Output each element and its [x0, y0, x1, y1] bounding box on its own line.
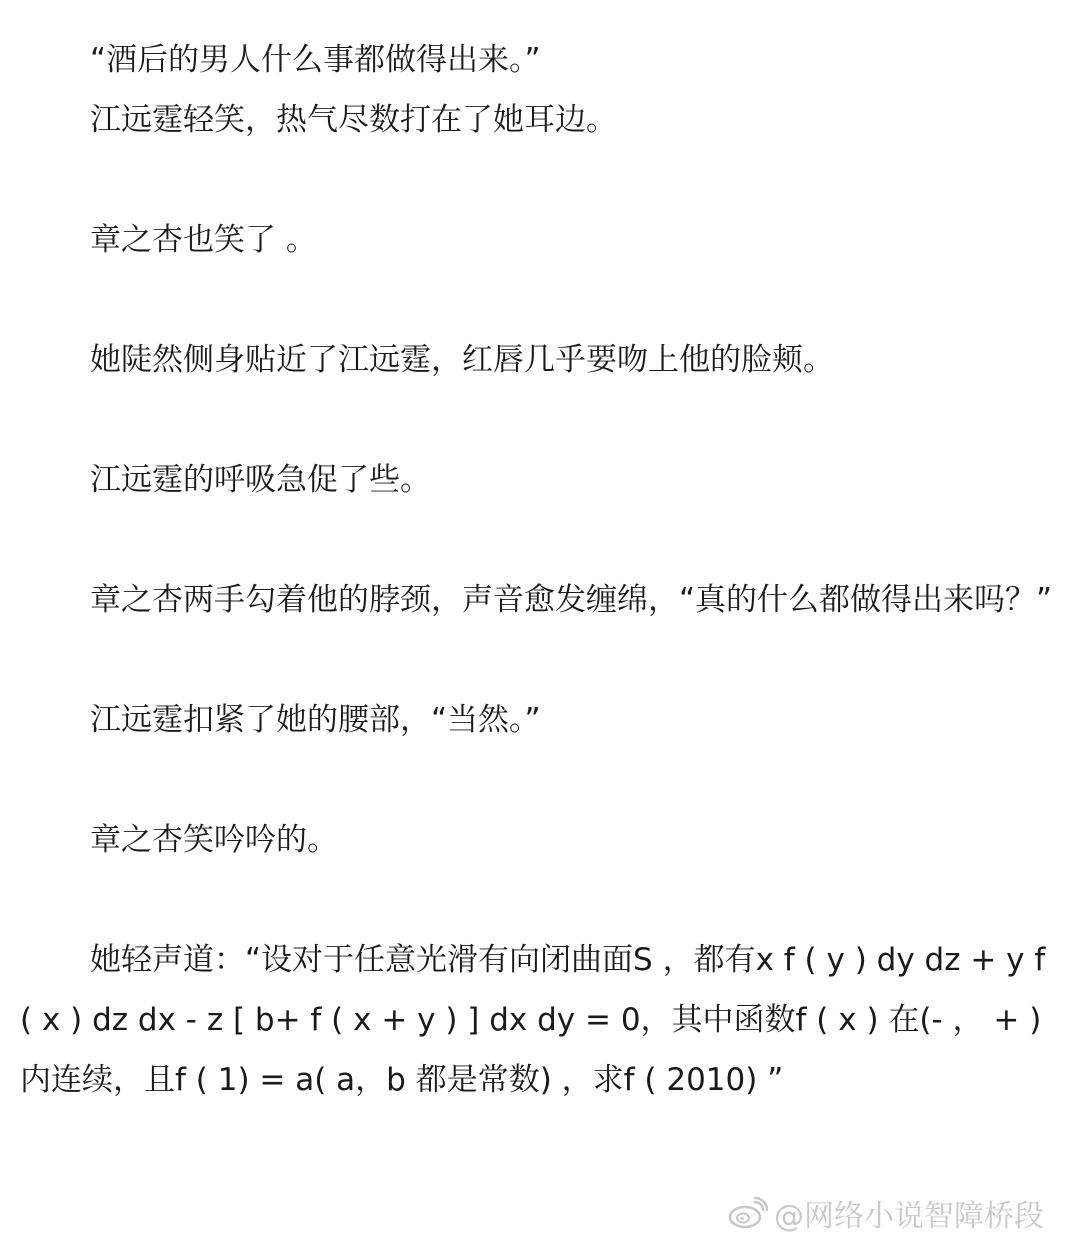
weibo-logo-icon [728, 1196, 768, 1230]
paragraph-8: 章之杏笑吟吟的。 [90, 822, 338, 858]
paragraph-9: 她轻声道：“设对于任意光滑有向闭曲面S ，都有x f ( y ) dy dz + y f ( x ) dz dx - z [ b+ f ( x + y ) ] dx dy = 0，其中函数f ( x ) 在(- ， + ) 内连续，且f ( 1) = a( a，b 都是常数) ，求f ( 2010) ” [20, 942, 1056, 1098]
watermark-text: @网络小说智障桥段 [774, 1199, 1044, 1234]
paragraph-3: 章之杏也笑了 。 [90, 222, 317, 258]
weibo-watermark [728, 1193, 1044, 1233]
paragraph-4: 她陡然侧身贴近了江远霆，红唇几乎要吻上他的脸颊。 [90, 342, 834, 378]
paragraph-2: 江远霆轻笑，热气尽数打在了她耳边。 [90, 102, 617, 138]
paragraph-6: 章之杏两手勾着他的脖颈，声音愈发缠绵，“真的什么都做得出来吗？” [90, 582, 1053, 618]
article-body [20, 30, 1060, 1110]
paragraph-5: 江远霆的呼吸急促了些。 [90, 462, 431, 498]
paragraph-1: “酒后的男人什么事都做得出来。” [90, 42, 541, 78]
paragraph-7: 江远霆扣紧了她的腰部，“当然。” [90, 702, 541, 738]
